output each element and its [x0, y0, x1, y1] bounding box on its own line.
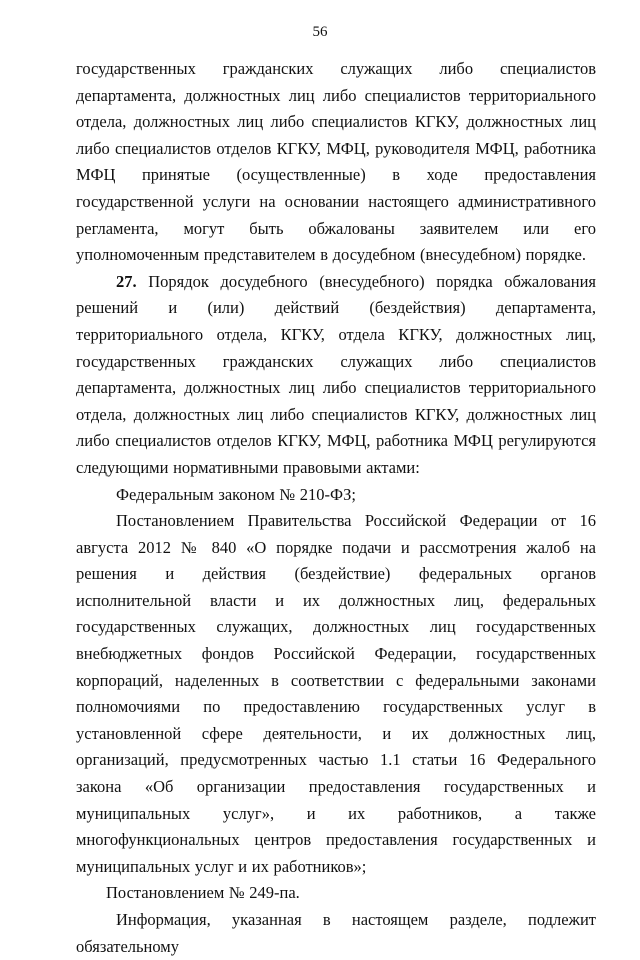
paragraph-27-text: Порядок досудебного (внесудебного) порядка обжалования решений и (или) действий (бездействия) департамента, территориального отдела, КГКУ, отдела КГКУ, должностных лиц, государственных гражданских служащих либо специалистов департамента, должностных лиц либо специалистов территориального отдела, должностных лиц либо специалистов КГКУ, должностных лиц либо специалистов отделов КГКУ, МФЦ, работника МФЦ регулируются следующими нормативными правовыми актами: — [76, 271, 596, 477]
document-body — [76, 56, 596, 960]
paragraph-federal-law: Федеральным законом № 210-ФЗ; — [116, 484, 356, 504]
paragraph-appeal-continuation: государственных гражданских служащих либо специалистов департамента, должностных лиц либо специалистов территориального отдела, должностных лиц либо специалистов КГКУ, должностных лиц либо специалистов отделов КГКУ, МФЦ, руководителя МФЦ, работника МФЦ принятые (осуществленные) в ходе предоставления государственной услуги на основании настоящего административного регламента, могут быть обжалованы заявителем или его уполномоченным представителем в досудебном (внесудебном) порядке. — [76, 59, 596, 265]
page-number: 56 — [312, 24, 328, 40]
paragraph-government-decree: Постановлением Правительства Российской Федерации от 16 августа 2012 № 840 «О порядке подачи и рассмотрения жалоб на решения и действия (бездействие) федеральных органов исполнительной власти и их должностных лиц, федеральных государственных служащих, должностных лиц государственных внебюджетных фондов Российской Федерации, государственных корпораций, наделенных в соответствии с федеральными законами полномочиями по предоставлению государственных услуг в установленной сфере деятельности, и их должностных лиц, организаций, предусмотренных частью 1.1 статьи 16 Федерального закона «Об организации предоставления государственных и муниципальных услуг», и их работников, а также многофункциональных центров предоставления государственных и муниципальных услуг и их работников»; — [76, 511, 596, 876]
paragraph-number: 27. — [116, 271, 137, 291]
paragraph-27 — [76, 269, 596, 482]
paragraph-decree-249: Постановлением № 249-па. — [106, 883, 300, 903]
paragraph-information: Информация, указанная в настоящем разделе, подлежит обязательному — [76, 910, 596, 956]
